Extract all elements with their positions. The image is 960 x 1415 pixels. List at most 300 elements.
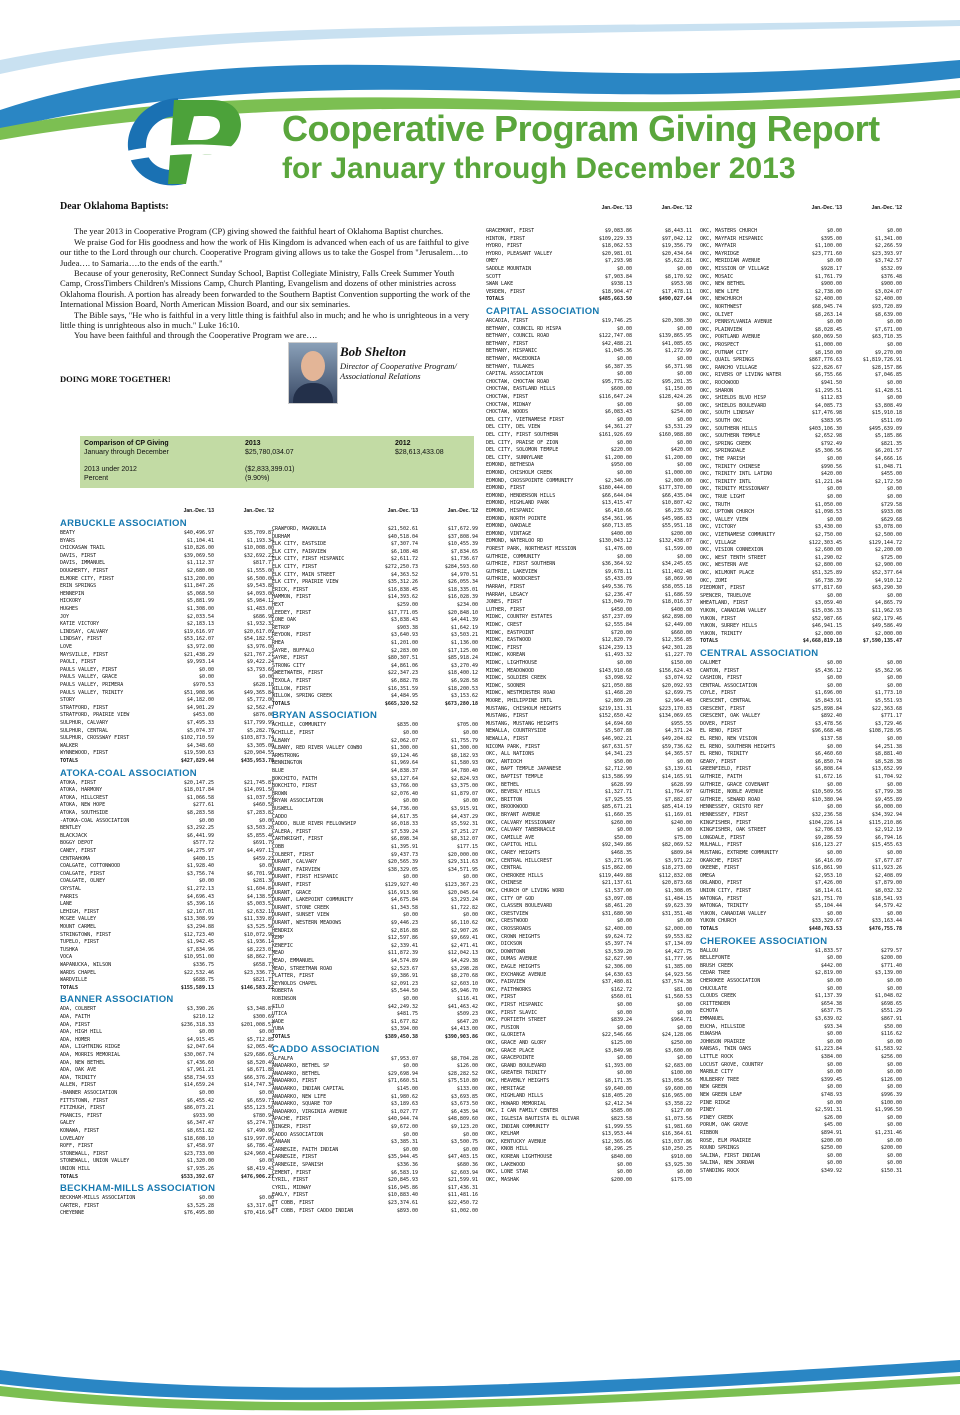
giving-2012: $8,520.49	[246, 1059, 274, 1066]
church-name: ALBANY	[272, 737, 291, 744]
church-name: EL RENO, FIRST	[700, 728, 743, 735]
giving-2012: $6,786.46	[246, 1143, 274, 1150]
table-row	[486, 668, 692, 676]
giving-2013: $0.00	[198, 1195, 214, 1202]
table-row	[486, 447, 692, 455]
giving-2013: $236,318.33	[180, 1021, 214, 1028]
church-name: GUTHRIE, SEWARD ROAD	[700, 796, 761, 803]
church-name: PORUM, OAK GROVE	[700, 1122, 749, 1129]
giving-2013: $990.56	[820, 463, 842, 470]
giving-2012: $0.00	[886, 660, 902, 666]
giving-2013: $42,488.21	[601, 340, 632, 347]
giving-2012: $63,710.35	[871, 334, 902, 341]
church-name: OKC, CENTRAL HILLCREST	[486, 857, 553, 864]
table-row	[700, 782, 902, 790]
giving-2013: $400.00	[610, 530, 632, 537]
church-name: HENNEPIN	[60, 590, 85, 597]
church-name: OKC, GLORIETA	[486, 1032, 526, 1039]
giving-2013: $45.00	[823, 1122, 842, 1129]
church-name: CRYSTAL	[60, 886, 82, 892]
table-row	[60, 780, 274, 788]
church-name: LONE OAK	[272, 617, 297, 624]
table-row	[272, 617, 478, 625]
giving-2012: $2,632.10	[246, 908, 274, 915]
church-name: TOTALS	[486, 296, 505, 303]
giving-2013: $21,137.61	[601, 880, 632, 887]
giving-2013: $3,385.31	[390, 1139, 418, 1146]
table-row	[486, 706, 692, 714]
church-name: OKC, FAIRVIEW	[486, 979, 526, 986]
church-name: OKC, BROOKWOOD	[486, 804, 529, 811]
giving-2012: $1,484.15	[664, 895, 692, 902]
giving-2013: $0.00	[616, 439, 632, 446]
giving-2013: $5,544.50	[390, 988, 418, 995]
table-row	[486, 386, 692, 394]
table-row	[700, 759, 902, 767]
church-name: MIDWC, CREST	[486, 622, 523, 628]
giving-2012: $8,182.93	[450, 752, 478, 759]
church-name: UNION HILL	[60, 1166, 91, 1172]
table-row	[486, 782, 692, 790]
giving-2012: $780.94	[252, 1112, 274, 1119]
giving-2013: $2,400.00	[604, 926, 632, 932]
church-name: EDMOND, NORTH POINTE	[486, 515, 547, 522]
table-row	[272, 821, 478, 829]
table-row	[700, 1024, 902, 1032]
giving-2013: $2,346.00	[604, 477, 632, 484]
table-row	[700, 1122, 902, 1130]
giving-2012: $698.65	[880, 1000, 902, 1007]
table-row	[272, 905, 478, 913]
table-row	[272, 882, 478, 890]
giving-2013: $0.00	[826, 1160, 842, 1167]
comparison-under-value: ($2,833,399.01)	[245, 466, 295, 473]
giving-2013: $4,696.43	[186, 893, 214, 900]
giving-2012: $8,528.38	[874, 758, 902, 765]
giving-2013: $10,380.94	[811, 796, 842, 803]
church-name: OKC, CAMILLE AVE	[486, 834, 535, 841]
giving-2013: $2,400.00	[814, 296, 842, 303]
table-row	[700, 547, 902, 555]
church-name: OKC, VISION CONNEXION	[700, 547, 764, 554]
report-title: Cooperative Program Giving Report	[282, 108, 880, 149]
church-name: OKC, UPTOWN CHURCH	[700, 509, 755, 516]
table-row	[700, 820, 902, 828]
church-name: ANADARKO, SQUARE TOP	[272, 1101, 333, 1108]
giving-2013: $533,392.67	[180, 1173, 214, 1180]
church-name: HINTON, FIRST	[486, 235, 526, 242]
giving-2012: $31,351.48	[661, 910, 692, 917]
giving-2013: $4,736.00	[390, 806, 418, 812]
giving-2012: $22,363.68	[871, 705, 902, 712]
church-name: OKEENE, FIRST	[700, 865, 740, 872]
church-name: WILLOW, SPRING CREEK	[272, 693, 333, 700]
church-name: PAULS VALLEY, FIRST	[60, 666, 118, 673]
table-row	[272, 1185, 478, 1193]
giving-2013: $420.00	[820, 471, 842, 478]
church-name: EL RENO, NEW VISION	[700, 736, 758, 742]
church-name: ELMORE CITY, FIRST	[60, 575, 115, 582]
church-name: FT COBB, FIRST CADDO INDIAN	[272, 1207, 354, 1214]
table-row	[60, 932, 274, 940]
church-name: PAULS VALLEY, TRINITY	[60, 689, 124, 696]
table-row	[700, 456, 902, 464]
table-row	[700, 593, 902, 601]
giving-2012: $41,463.42	[447, 1003, 478, 1010]
giving-2012: $20,092.93	[661, 682, 692, 689]
table-row	[486, 236, 692, 244]
giving-2013: $450.00	[610, 606, 632, 613]
giving-2012: $0.00	[462, 1131, 478, 1138]
comparison-percent-value: (9.90%)	[245, 475, 270, 482]
church-name: STRATFORD, PRAIRIE VIEW	[60, 712, 130, 719]
church-name: TOTALS	[272, 1034, 291, 1040]
giving-2013: $4,861.06	[390, 662, 418, 669]
table-row	[486, 341, 692, 349]
table-row	[60, 909, 274, 917]
table-row	[272, 648, 478, 656]
giving-2012: $177,370.00	[658, 485, 692, 492]
church-name: OKC, LAKEWOOD	[486, 1161, 526, 1168]
table-row	[700, 728, 902, 736]
giving-2013: $0.00	[616, 470, 632, 476]
giving-2012: $1,428.51	[874, 387, 902, 394]
table-row	[272, 783, 478, 791]
giving-2012: $3,503.20	[246, 825, 274, 832]
table-row	[60, 545, 274, 553]
church-name: DEL CITY, SOLOMON TEMPLE	[486, 447, 559, 454]
giving-2012: $0.00	[676, 325, 692, 332]
table-row	[60, 856, 274, 864]
giving-2012: $996.39	[880, 1092, 902, 1098]
giving-2013: $0.00	[826, 1061, 842, 1068]
giving-2012: $26,055.34	[447, 579, 478, 586]
giving-2013: $4,915.45	[186, 1036, 214, 1043]
giving-2012: $0.00	[676, 462, 692, 469]
table-row	[60, 1082, 274, 1090]
giving-2012: $0.00	[462, 1146, 478, 1153]
table-row	[486, 698, 692, 706]
church-name: BYARS	[60, 537, 76, 544]
giving-2013: $259.00	[396, 602, 418, 608]
table-row	[486, 394, 692, 402]
church-name: SULPHUR, CENTRAL	[60, 727, 109, 734]
giving-2012: $55,123.50	[243, 1105, 274, 1112]
giving-2013: $85,671.21	[601, 804, 632, 811]
table-row	[60, 583, 274, 591]
giving-2013: $349.92	[820, 1168, 842, 1174]
church-name: KANSAS, TWIN OAKS	[700, 1046, 752, 1053]
giving-2012: $0.00	[886, 1061, 902, 1068]
church-name: ATOKA, FIRST	[60, 779, 97, 786]
table-row	[700, 683, 902, 691]
giving-2012: $2,824.93	[450, 775, 478, 782]
giving-2013: $7,458.97	[186, 1143, 214, 1150]
table-row	[486, 493, 692, 501]
church-name: OKC, SPRINGDALE	[700, 448, 746, 455]
giving-2013: $49,536.76	[601, 584, 632, 590]
giving-2012: $705.00	[456, 722, 478, 729]
giving-2012: $281.36	[252, 878, 274, 885]
church-name: OKC, BEVERLY HILLS	[486, 789, 541, 796]
table-row	[486, 896, 692, 904]
church-name: MAYSVILLE, FIRST	[60, 651, 109, 658]
giving-2013: $2,033.54	[186, 613, 214, 620]
giving-2013: $0.00	[826, 456, 842, 462]
giving-2013: $0.00	[616, 401, 632, 408]
table-row	[486, 424, 692, 432]
giving-2013: $21,438.29	[183, 651, 214, 658]
giving-2012: $0.00	[462, 798, 478, 805]
giving-2012: $1,048.71	[874, 463, 902, 470]
church-name: FRANCIS, FIRST	[60, 1112, 103, 1119]
giving-2013: $2,523.67	[390, 965, 418, 972]
giving-2013: $21,751.70	[811, 895, 842, 902]
giving-2012: $0.00	[676, 827, 692, 834]
giving-2012: $729.58	[880, 501, 902, 508]
table-row	[700, 365, 902, 373]
giving-2012: $200.00	[670, 530, 692, 537]
table-row	[60, 621, 274, 629]
giving-2013: $3,189.63	[390, 1101, 418, 1108]
giving-2013: $40,496.97	[183, 530, 214, 536]
table-row	[60, 674, 274, 682]
giving-2012: $953.98	[670, 281, 692, 288]
church-name: OKC, KELHAM	[486, 1131, 520, 1138]
church-name: OKC, MOSAIC	[700, 273, 734, 280]
table-row	[60, 682, 274, 690]
table-row	[60, 667, 274, 675]
table-row	[60, 1067, 274, 1075]
table-row	[272, 760, 478, 768]
giving-2012: $8,704.28	[450, 1055, 478, 1062]
church-name: ROBERTA	[272, 988, 294, 995]
table-row	[486, 546, 692, 554]
giving-2012: $1,879.07	[450, 790, 478, 797]
table-row	[486, 1070, 692, 1078]
giving-2013: $277.61	[192, 802, 214, 809]
church-name: OKC, DUMAS AVENUE	[486, 956, 538, 963]
church-name: WATONGA, TRINITY	[700, 903, 749, 910]
table-row	[486, 1048, 692, 1056]
giving-2013: $2,712.90	[604, 766, 632, 773]
giving-2012: $376.48	[880, 273, 902, 280]
church-name: SADDLE MOUNTAIN	[486, 266, 532, 272]
table-row	[486, 964, 692, 972]
church-name: BELLEFONTE	[700, 955, 731, 962]
giving-2012: $2,683.00	[664, 1062, 692, 1069]
church-name: DURANT, CALVARY	[272, 859, 318, 866]
table-row	[700, 304, 902, 312]
church-name: OKC, ROCKWOOD	[700, 380, 740, 386]
giving-2012: $2,500.00	[874, 532, 902, 538]
church-name: STONEWALL, UNION VALLEY	[60, 1158, 130, 1165]
giving-2012: $6,500.00	[246, 575, 274, 582]
giving-2013: $29,698.94	[387, 1070, 418, 1077]
giving-2012: $11,339.89	[243, 916, 274, 923]
church-name: CHOCTAW, CHOCTAW ROAD	[486, 378, 550, 385]
giving-2012: $691.79	[252, 840, 274, 847]
giving-2013: $125.00	[610, 1040, 632, 1046]
giving-2012: $5,592.31	[450, 821, 478, 828]
church-name: EDMOND, HISPANIC	[486, 508, 535, 514]
table-row	[60, 659, 274, 667]
table-row	[700, 660, 902, 668]
giving-2013: $0.00	[198, 878, 214, 885]
giving-2013: $1,537.00	[604, 888, 632, 894]
table-row	[272, 814, 478, 822]
giving-2013: $0.00	[826, 978, 842, 984]
giving-2012: $551.29	[880, 1008, 902, 1015]
giving-2013: $1,942.45	[186, 939, 214, 946]
giving-2013: $2,800.00	[814, 562, 842, 569]
table-row	[60, 985, 274, 993]
table-row	[486, 1162, 692, 1170]
giving-2012: $18,273.00	[661, 865, 692, 872]
church-name: BENNINGTON	[272, 760, 303, 767]
table-row	[486, 356, 692, 364]
table-row	[700, 1084, 902, 1092]
table-row	[272, 935, 478, 943]
giving-2012: $3,139.00	[874, 970, 902, 977]
church-name: BETHANY, FIRST	[486, 340, 529, 347]
giving-2012: $0.00	[886, 1114, 902, 1121]
table-row	[272, 973, 478, 981]
letter-to-baptists	[60, 202, 474, 341]
table-row	[486, 888, 692, 896]
giving-2012: $3,358.22	[664, 1100, 692, 1107]
giving-2012: $256.00	[880, 1054, 902, 1060]
church-name: MARBLE CITY	[700, 1069, 734, 1076]
giving-2012: $100.00	[670, 1070, 692, 1077]
table-row	[272, 1147, 478, 1155]
table-row	[700, 243, 902, 251]
church-name: SILO	[272, 1003, 285, 1010]
table-row	[60, 743, 274, 751]
association-heading: BRYAN ASSOCIATION	[272, 710, 378, 722]
table-row	[486, 538, 692, 546]
giving-2013: $3,430.00	[814, 524, 842, 531]
church-name: OKC, NEW BETHEL	[700, 281, 746, 288]
giving-2012: $52,377.64	[871, 570, 902, 576]
giving-2012: $156,624.43	[658, 667, 692, 674]
church-name: ORLANDO, FIRST	[700, 880, 743, 887]
giving-2013: $219,131.31	[598, 705, 632, 712]
church-name: COYLE, FIRST	[700, 690, 737, 697]
giving-2013: $51,908.96	[183, 689, 214, 696]
giving-2012: $3,525.56	[246, 924, 274, 930]
giving-2013: $14,393.62	[387, 594, 418, 601]
church-name: ACHILLE, COMMUNITY	[272, 722, 327, 729]
giving-2012: $35,709.87	[243, 530, 274, 536]
table-row	[486, 576, 692, 584]
giving-2012: $37,574.38	[661, 979, 692, 986]
giving-2012: $8,270.68	[450, 973, 478, 980]
giving-2012: $24,960.41	[243, 1150, 274, 1157]
table-row	[486, 1177, 692, 1185]
church-name: WARDS CHAPEL	[60, 969, 97, 976]
table-row	[486, 1078, 692, 1086]
church-name: OKC, CAREY HEIGHTS	[486, 850, 541, 856]
church-name: TUPELO, FIRST	[60, 939, 100, 946]
table-row	[486, 956, 692, 964]
giving-2013: $835.00	[396, 722, 418, 729]
giving-2012: $4,865.79	[874, 600, 902, 607]
church-name: OKC, TRINITY MISSIONARY	[700, 486, 770, 493]
church-name: CHOCTAW, WOODS	[486, 409, 529, 416]
table-row	[60, 939, 274, 947]
table-row	[700, 955, 902, 963]
giving-2013: $71,660.51	[387, 1078, 418, 1085]
church-name: CHUCULATE	[700, 985, 728, 992]
giving-2012: $2,603.94	[450, 1169, 478, 1176]
table-row	[486, 274, 692, 282]
church-name: OKC, TRINITY INTL LATINO	[700, 471, 773, 478]
giving-2012: $200.00	[880, 955, 902, 962]
giving-2012: $6,928.58	[450, 678, 478, 684]
letter-salutation: Dear Oklahoma Baptists:	[60, 201, 169, 212]
giving-2012: $5,282.76	[246, 727, 274, 734]
table-row	[272, 534, 478, 542]
giving-2013: $1,395.91	[390, 844, 418, 850]
church-name: REYDON, FIRST	[272, 632, 312, 639]
church-name: CRAWFORD, MAGNOLIA	[272, 526, 327, 532]
table-row	[486, 1124, 692, 1132]
table-row	[700, 342, 902, 350]
church-name: OMEGA	[700, 872, 716, 879]
giving-2012: $3,976.00	[246, 644, 274, 650]
table-row	[272, 1011, 478, 1019]
giving-2013: $13,415.47	[601, 500, 632, 507]
giving-2012: $1,583.92	[874, 1046, 902, 1053]
giving-2012: $0.00	[676, 416, 692, 423]
giving-2012: $910.00	[670, 1154, 692, 1160]
giving-2012: $21,767.27	[243, 651, 274, 658]
church-name: ATOKA, SOUTHSIDE	[60, 810, 109, 816]
giving-2012: $15,455.63	[871, 842, 902, 849]
table-row	[700, 1160, 902, 1168]
church-name: ACHILLE, FIRST	[272, 730, 315, 736]
giving-2013: $0.00	[616, 1002, 632, 1008]
giving-2012: $4,371.24	[664, 728, 692, 735]
giving-2013: $31,680.90	[601, 910, 632, 917]
table-row	[272, 928, 478, 936]
table-row	[700, 766, 902, 774]
giving-2012: $100.00	[880, 1099, 902, 1106]
table-row	[486, 949, 692, 957]
table-row	[60, 636, 274, 644]
giving-2013: $26.00	[823, 1114, 842, 1121]
church-name: ADA, HOMER	[60, 1036, 91, 1043]
table-row	[272, 867, 478, 875]
church-name: DEL CITY, FIRST SOUTHERN	[486, 432, 559, 438]
giving-2012: $455.00	[880, 471, 902, 478]
giving-2013: $6,460.60	[814, 751, 842, 758]
giving-2012: $49,586.49	[871, 623, 902, 630]
church-name: OKC, EXCHANGE AVENUE	[486, 971, 547, 978]
giving-2013: $16,945.86	[387, 1184, 418, 1191]
table-row	[486, 987, 692, 995]
giving-2012: $10,250.25	[661, 1146, 692, 1153]
giving-2012: $284,593.60	[444, 564, 478, 570]
giving-2012: $11,402.48	[661, 568, 692, 575]
giving-2012: $1,150.00	[664, 386, 692, 393]
table-row	[272, 836, 478, 844]
table-row	[60, 924, 274, 932]
table-row	[60, 1090, 274, 1098]
giving-2012: $129,144.72	[868, 539, 902, 546]
giving-2013: $9,437.73	[390, 851, 418, 858]
